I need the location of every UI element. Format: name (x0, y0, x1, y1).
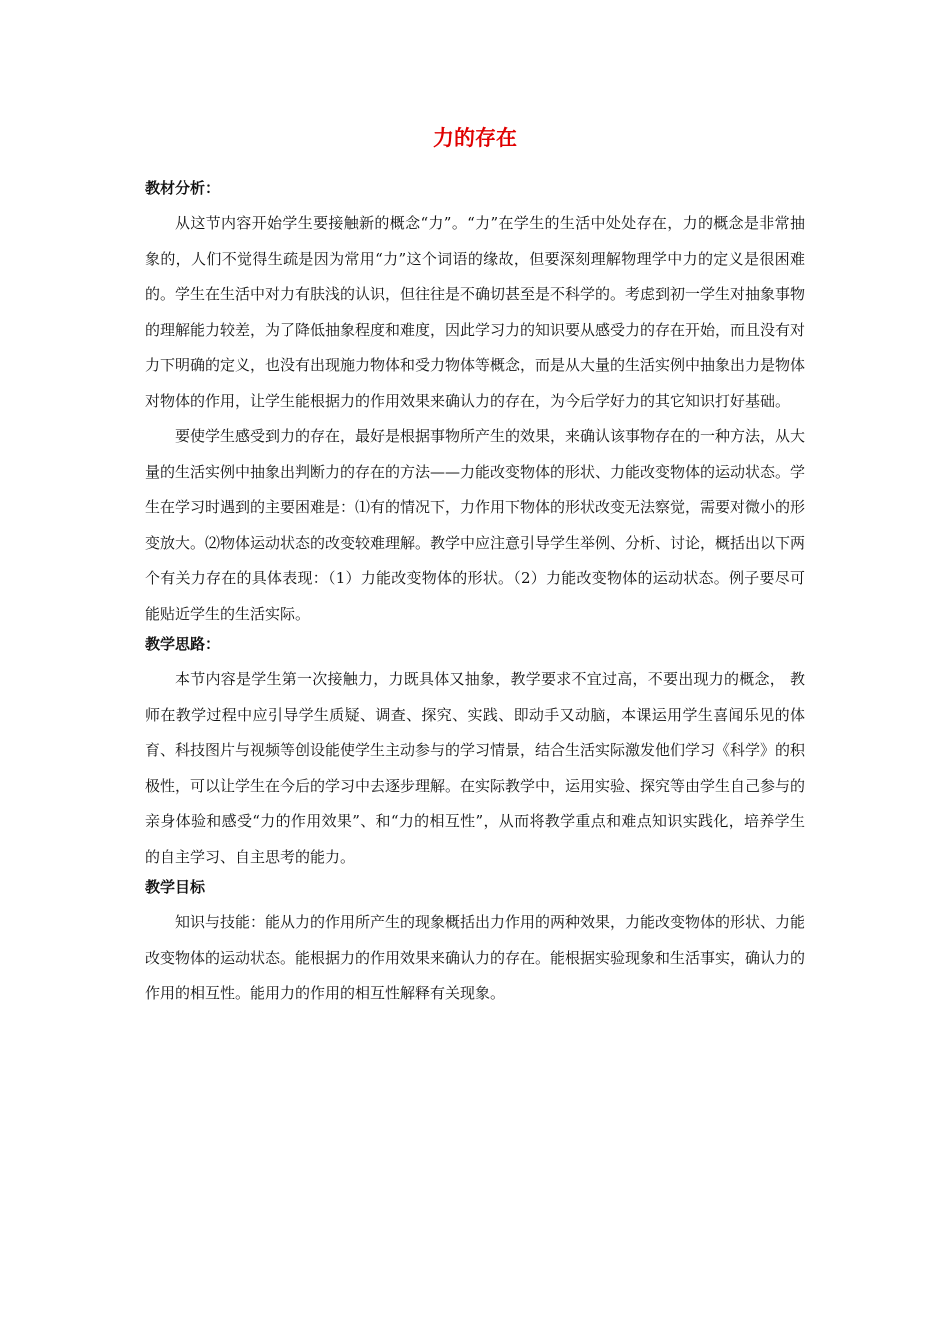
paragraph: 从这节内容开始学生要接触新的概念“力”。“力”在学生的生活中处处存在，力的概念是非常抽象的，人们不觉得生疏是因为常用“力”这个词语的缘故，但要深刻理解物理学中力的定义是很困难的。学生在生活中对力有肤浅的认识，但往往是不确切甚至是不科学的。考虑到初一学生对抽象事物的理解能力较差，为了降低抽象程度和难度，因此学习力的知识要从感受力的存在开始，而且没有对力下明确的定义，也没有出现施力物体和受力物体等概念，而是从大量的生活实例中抽象出力是物体对物体的作用，让学生能根据力的作用效果来确认力的存在，为今后学好力的其它知识打好基础。 (145, 214, 806, 410)
paragraph: 本节内容是学生第一次接触力，力既具体又抽象，教学要求不宜过高，不要出现力的概念， 教师在教学过程中应引导学生质疑、调查、探究、实践、即动手又动脑，本课运用学生喜闻乐见的体育、科技图片与视频等创设能使学生主动参与的学习情景，结合生活实际激发他们学习《科学》的积极性，可以让学生在今后的学习中去逐步理解。在实际教学中，运用实验、探究等由学生自己参与的亲身体验和感受“力的作用效果”、和“力的相互性”，从而将教学重点和难点知识实践化，培养学生的自主学习、自主思考的能力。 (145, 670, 806, 866)
section-heading: 教材分析： (145, 179, 221, 197)
section-heading: 教学目标 (145, 878, 206, 896)
paragraph: 要使学生感受到力的存在，最好是根据事物所产生的效果，来确认该事物存在的一种方法，从大量的生活实例中抽象出判断力的存在的方法——力能改变物体的形状、力能改变物体的运动状态。学生在学习时遇到的主要困难是：⑴有的情况下，力作用下物体的形状改变无法察觉，需要对微小的形变放大。⑵物体运动状态的改变较难理解。教学中应注意引导学生举例、分析、讨论，概括出以下两个有关力存在的具体表现：（1）力能改变物体的形状。（2）力能改变物体的运动状态。例子要尽可能贴近学生的生活实际。 (145, 427, 806, 623)
document-title: 力的存在 (433, 126, 517, 150)
section-heading: 教学思路： (145, 635, 221, 653)
section-teaching-approach (145, 632, 805, 875)
section-teaching-objectives (145, 875, 805, 1012)
paragraph: 知识与技能：能从力的作用所产生的现象概括出力作用的两种效果，力能改变物体的形状、力能改变物体的运动状态。能根据力的作用效果来确认力的存在。能根据实验现象和生活事实，确认力的作用的相互性。能用力的作用的相互性解释有关现象。 (145, 913, 806, 1002)
document-body (145, 176, 805, 1012)
section-material-analysis (145, 176, 805, 632)
